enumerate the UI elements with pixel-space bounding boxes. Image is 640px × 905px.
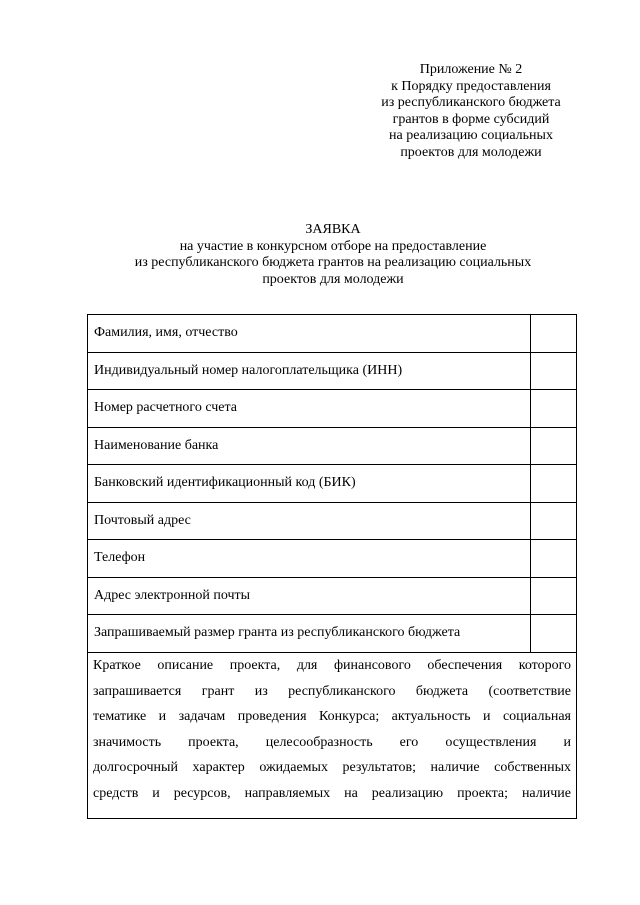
document-heading	[90, 222, 576, 288]
table-row	[88, 427, 577, 465]
table-row	[88, 577, 577, 615]
appendix-line: проектов для молодежи	[400, 144, 542, 160]
table-row	[88, 315, 577, 353]
field-value-bik[interactable]	[531, 465, 577, 503]
table-row	[88, 352, 577, 390]
table-row	[88, 502, 577, 540]
table-row	[88, 615, 577, 653]
table-row	[88, 390, 577, 428]
appendix-note	[340, 62, 602, 162]
description-line: запрашивается грант из республиканского бюджета (соответствие	[93, 683, 571, 699]
description-line: Краткое описание проекта, для финансового обеспечения которого	[93, 658, 571, 673]
field-value-account-number[interactable]	[531, 390, 577, 428]
field-label-bik: Банковский идентификационный код (БИК)	[88, 465, 531, 503]
description-line: средств и ресурсов, направляемых на реализацию проекта; наличие	[93, 785, 571, 801]
appendix-line: Приложение № 2	[419, 62, 523, 77]
field-label-bank-name: Наименование банка	[88, 427, 531, 465]
field-label-account-number: Номер расчетного счета	[88, 390, 531, 428]
field-label-full-name: Фамилия, имя, отчество	[88, 315, 531, 353]
appendix-line: на реализацию социальных	[389, 128, 553, 144]
field-value-grant-amount[interactable]	[531, 615, 577, 653]
field-value-postal-address[interactable]	[531, 502, 577, 540]
project-description-box	[87, 651, 577, 819]
application-form-table	[87, 314, 577, 653]
description-line: долгосрочный характер ожидаемых результатов; наличие собственных	[93, 760, 571, 776]
document-subtitle-line: из республиканского бюджета грантов на реализацию социальных	[134, 255, 532, 271]
field-value-email[interactable]	[531, 577, 577, 615]
appendix-line: грантов в форме субсидий	[392, 111, 550, 127]
field-label-grant-amount: Запрашиваемый размер гранта из республиканского бюджета	[88, 615, 531, 653]
field-label-phone: Телефон	[88, 540, 531, 578]
field-label-postal-address: Почтовый адрес	[88, 502, 531, 540]
document-subtitle-line: проектов для молодежи	[262, 271, 404, 287]
table-row	[88, 465, 577, 503]
document-title: ЗАЯВКА	[305, 222, 361, 237]
field-value-inn[interactable]	[531, 352, 577, 390]
appendix-line: из республиканского бюджета	[381, 95, 561, 111]
appendix-line: к Порядку предоставления	[391, 78, 551, 94]
description-line: тематике и задачам проведения Конкурса; актуальность и социальная	[93, 709, 571, 725]
field-value-bank-name[interactable]	[531, 427, 577, 465]
table-row	[88, 540, 577, 578]
field-label-email: Адрес электронной почты	[88, 577, 531, 615]
document-subtitle-line: на участие в конкурсном отборе на предоставление	[179, 238, 487, 254]
field-label-inn: Индивидуальный номер налогоплательщика (ИНН)	[88, 352, 531, 390]
field-value-phone[interactable]	[531, 540, 577, 578]
description-line: значимость проекта, целесообразность его осуществления и	[93, 734, 571, 750]
field-value-full-name[interactable]	[531, 315, 577, 353]
